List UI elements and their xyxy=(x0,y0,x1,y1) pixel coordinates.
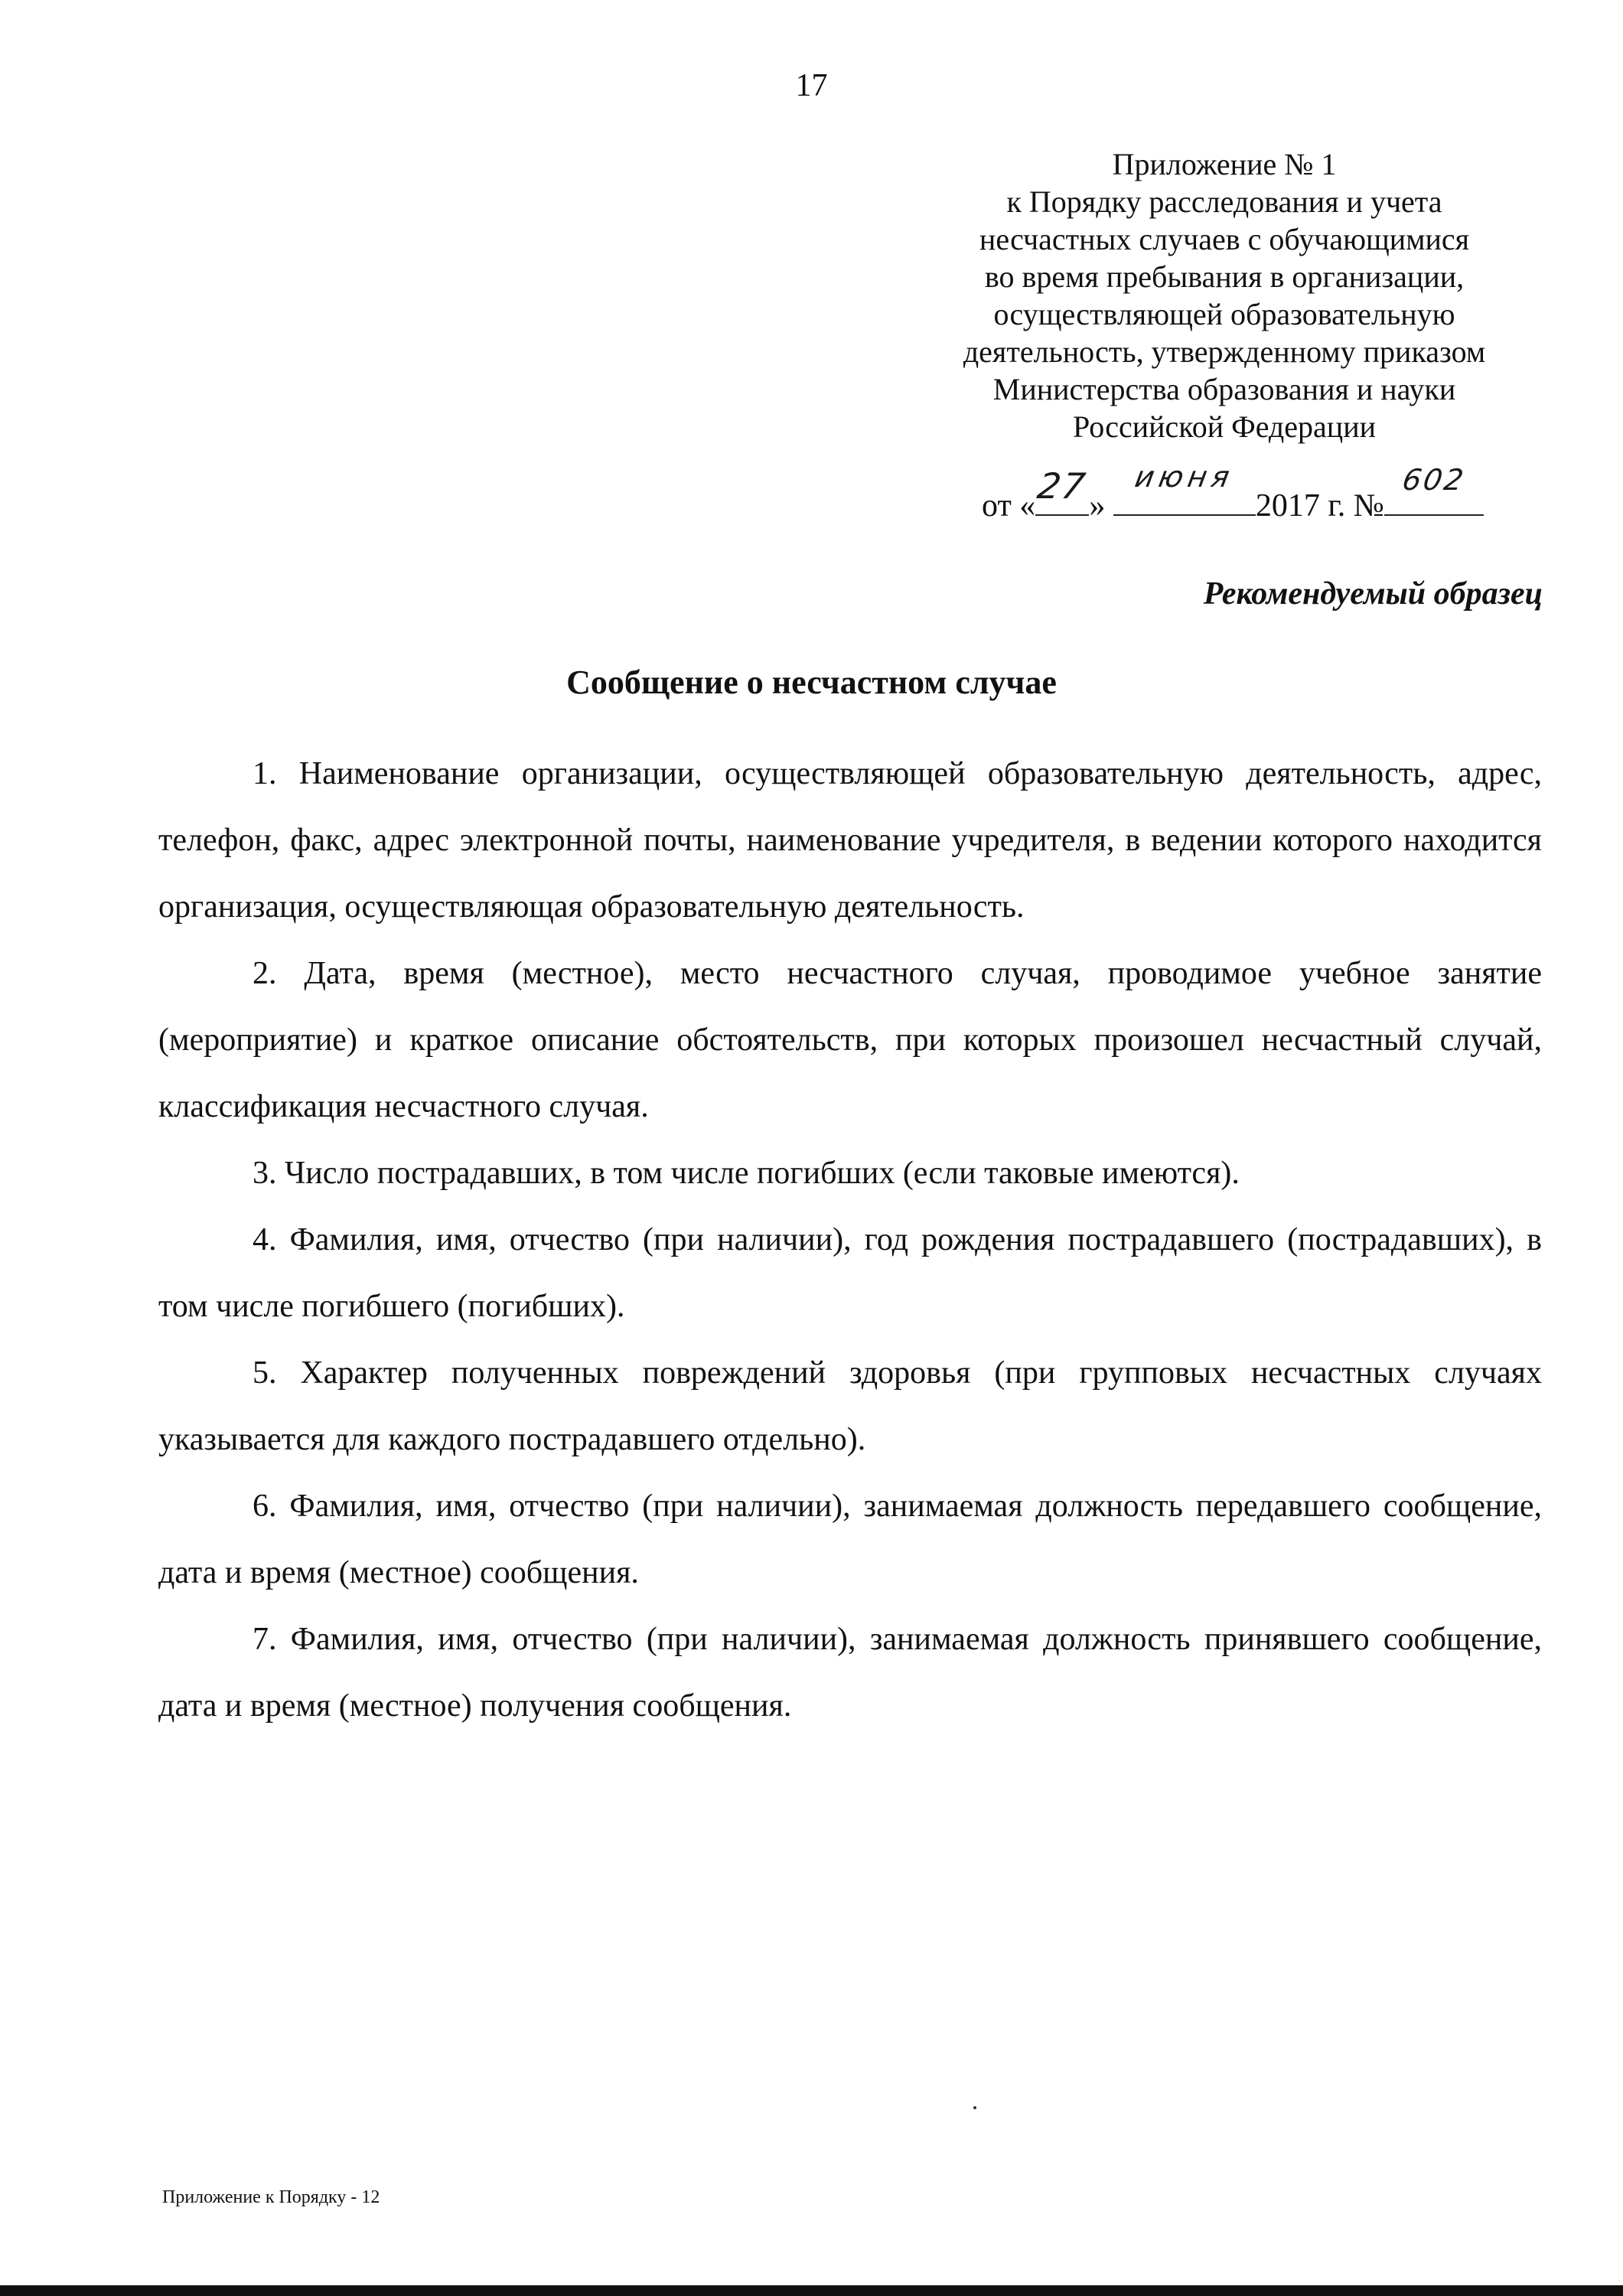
document-title: Сообщение о несчастном случае xyxy=(566,664,1057,701)
numbered-paragraph: 7. Фамилия, имя, отчество (при наличии), занимаемая должность принявшего сообщение, дата и время (местное) получения сообщения. xyxy=(158,1622,1542,1724)
appendix-line: деятельность, утвержденному приказом xyxy=(963,334,1486,369)
appendix-header xyxy=(918,145,1530,445)
numbered-paragraph: 6. Фамилия, имя, отчество (при наличии), занимаемая должность передавшего сообщение, дата и время (местное) сообщения. xyxy=(158,1489,1542,1590)
page-number: 17 xyxy=(795,68,828,103)
handwritten-month: июня xyxy=(1132,460,1237,494)
appendix-line: Министерства образования и науки xyxy=(992,372,1456,406)
day-field xyxy=(1035,465,1090,516)
appendix-line: Приложение № 1 xyxy=(1112,147,1337,181)
order-date-line xyxy=(982,460,1484,533)
scan-bottom-edge xyxy=(0,2285,1623,2296)
numbered-paragraph: 3. Число пострадавших, в том числе погибших (если таковые имеются). xyxy=(253,1156,1240,1191)
sample-label: Рекомендуемый образец xyxy=(1203,576,1543,612)
handwritten-order-number: 602 xyxy=(1400,463,1468,497)
document-body xyxy=(158,741,1542,1740)
year-text: 2017 г. № xyxy=(1255,488,1384,523)
month-field xyxy=(1113,460,1256,516)
scan-speck xyxy=(973,2106,976,2109)
date-prefix: от « xyxy=(982,488,1036,523)
appendix-line: Российской Федерации xyxy=(1072,409,1377,444)
appendix-line: к Порядку расследования и учета xyxy=(1006,184,1442,219)
quote-close: » xyxy=(1089,488,1106,523)
appendix-line: во время пребывания в организации, xyxy=(984,259,1465,294)
handwritten-day: 27 xyxy=(1035,465,1090,507)
numbered-paragraph: 1. Наименование организации, осуществляющей образовательную деятельность, адрес, телефон, факс, адрес электронной почты, наименование учредителя, в ведении которого находится организация, осуществляющая образовательную деятельность. xyxy=(158,756,1542,925)
appendix-line: осуществляющей образовательную xyxy=(993,297,1455,331)
numbered-paragraph: 4. Фамилия, имя, отчество (при наличии), год рождения пострадавшего (пострадавших), в том числе погибшего (погибших). xyxy=(158,1222,1542,1324)
footer-note: Приложение к Порядку - 12 xyxy=(162,2187,380,2207)
appendix-line: несчастных случаев с обучающимися xyxy=(979,222,1470,256)
numbered-paragraph: 2. Дата, время (местное), место несчастного случая, проводимое учебное занятие (мероприятие) и краткое описание обстоятельств, при которых произошел несчастный случай, классификация несчастного случая. xyxy=(158,956,1542,1124)
order-number-field xyxy=(1384,463,1484,516)
numbered-paragraph: 5. Характер полученных повреждений здоровья (при групповых несчастных случаях указывается для каждого пострадавшего отдельно). xyxy=(158,1355,1542,1457)
